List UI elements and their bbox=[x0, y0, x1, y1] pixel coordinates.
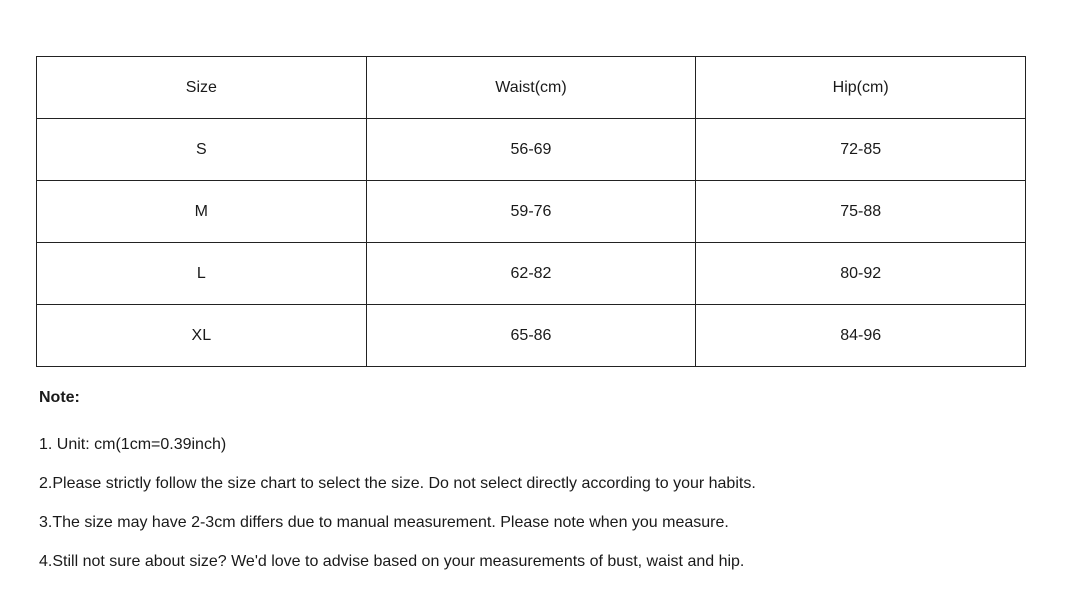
cell-size: M bbox=[37, 181, 367, 243]
table-header-row bbox=[37, 57, 1026, 119]
header-hip: Hip(cm) bbox=[696, 57, 1026, 119]
note-item-follow-chart: 2.Please strictly follow the size chart to select the size. Do not select directly according to your habits. bbox=[39, 475, 756, 492]
note-list bbox=[39, 433, 1039, 574]
size-chart-table bbox=[36, 56, 1026, 367]
cell-waist: 56-69 bbox=[366, 119, 696, 181]
cell-waist: 62-82 bbox=[366, 243, 696, 305]
header-waist: Waist(cm) bbox=[366, 57, 696, 119]
note-item-unit: 1. Unit: cm(1cm=0.39inch) bbox=[39, 436, 227, 453]
cell-hip: 75-88 bbox=[696, 181, 1026, 243]
cell-hip: 80-92 bbox=[696, 243, 1026, 305]
cell-size: XL bbox=[37, 305, 367, 367]
cell-hip: 84-96 bbox=[696, 305, 1026, 367]
note-item-measurement-difference: 3.The size may have 2-3cm differs due to manual measurement. Please note when you measure. bbox=[39, 514, 729, 531]
cell-size: L bbox=[37, 243, 367, 305]
notes-section bbox=[39, 386, 1039, 574]
table-row bbox=[37, 181, 1026, 243]
table-row bbox=[37, 119, 1026, 181]
cell-size: S bbox=[37, 119, 367, 181]
cell-hip: 72-85 bbox=[696, 119, 1026, 181]
table-row bbox=[37, 243, 1026, 305]
note-item-advice: 4.Still not sure about size? We'd love to advise based on your measurements of bust, waist and hip. bbox=[39, 553, 745, 570]
table-row bbox=[37, 305, 1026, 367]
cell-waist: 65-86 bbox=[366, 305, 696, 367]
header-size: Size bbox=[37, 57, 367, 119]
cell-waist: 59-76 bbox=[366, 181, 696, 243]
note-title: Note: bbox=[39, 389, 80, 406]
